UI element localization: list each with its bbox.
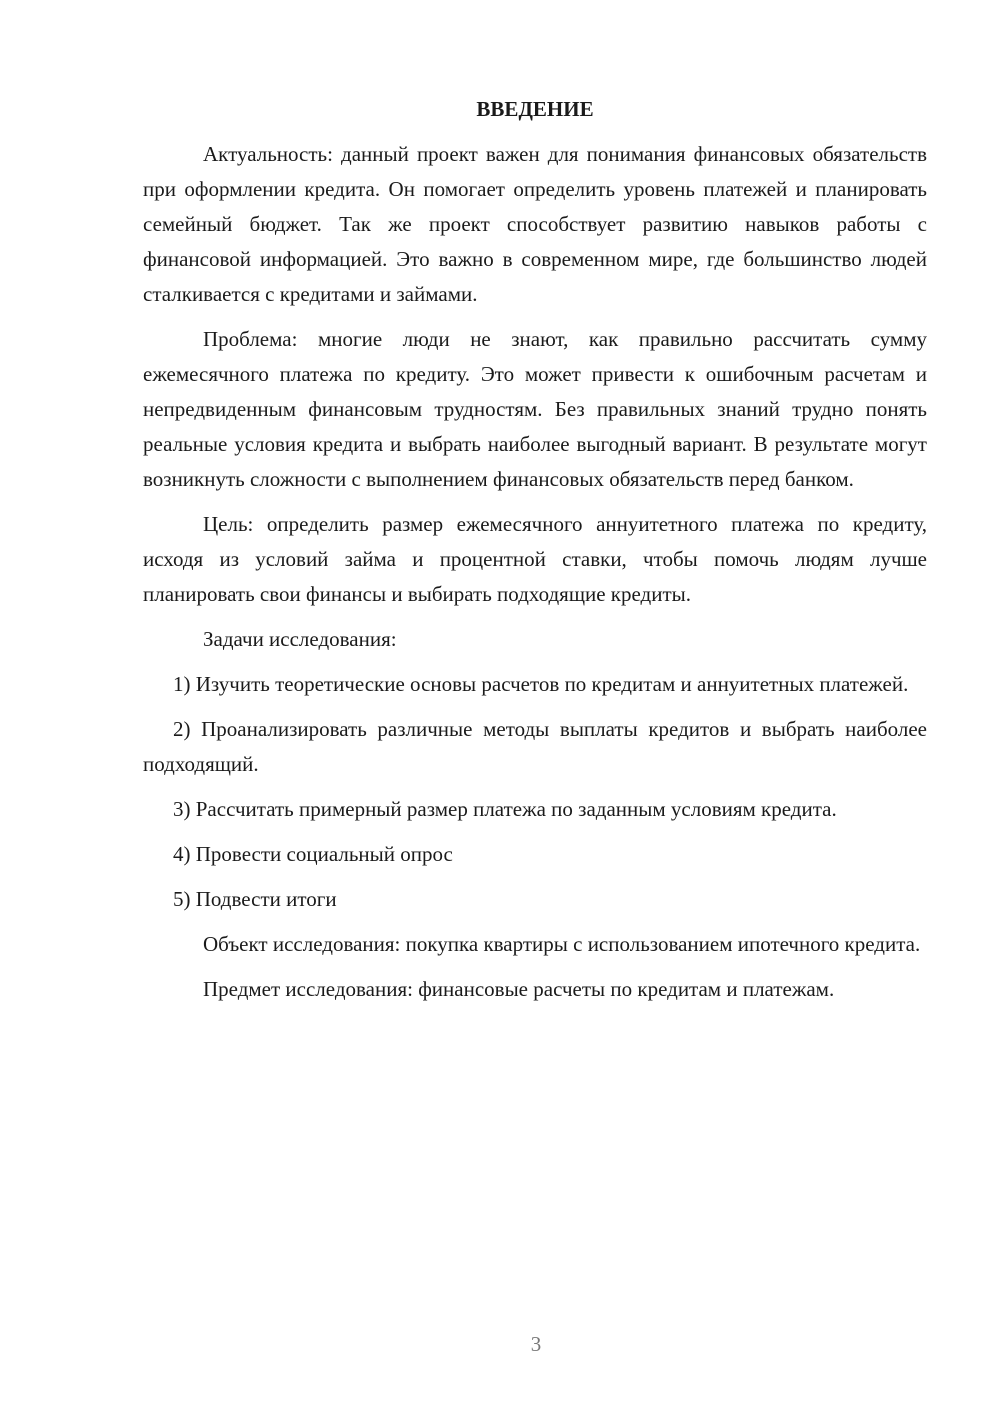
task-item-1: 1) Изучить теоретические основы расчетов по кредитам и аннуитетных платежей.: [173, 672, 909, 696]
task-item-5: 5) Подвести итоги: [173, 887, 337, 911]
document-page: [143, 92, 927, 1017]
section-title: ВВЕДЕНИЕ: [476, 97, 594, 121]
paragraph-relevance: Актуальность: данный проект важен для понимания финансовых обязательств при оформлении кредита. Он помогает определить уровень платежей и планировать семейный бюджет. Так же проект способствует развитию навыков работы с финансовой информацией. Это важно в современном мире, где большинство людей сталкивается с кредитами и займами.: [143, 142, 927, 306]
paragraph-subject: Предмет исследования: финансовые расчеты по кредитам и платежам.: [203, 977, 835, 1001]
paragraph-problem: Проблема: многие люди не знают, как правильно рассчитать сумму ежемесячного платежа по кредиту. Это может привести к ошибочным расчетам и непредвиденным финансовым трудностям. Без правильных знаний трудно понять реальные условия кредита и выбрать наиболее выгодный вариант. В результате могут возникнуть сложности с выполнением финансовых обязательств перед банком.: [143, 327, 927, 491]
task-item-4: 4) Провести социальный опрос: [173, 842, 453, 866]
task-item-3: 3) Рассчитать примерный размер платежа по заданным условиям кредита.: [173, 797, 837, 821]
paragraph-object: Объект исследования: покупка квартиры с использованием ипотечного кредита.: [203, 932, 921, 956]
paragraph-goal: Цель: определить размер ежемесячного аннуитетного платежа по кредиту, исходя из условий займа и процентной ставки, чтобы помочь людям лучше планировать свои финансы и выбирать подходящие кредиты.: [143, 512, 927, 606]
paragraph-tasks-heading: Задачи исследования:: [203, 627, 397, 651]
page-number: 3: [530, 1332, 542, 1356]
task-item-2: 2) Проанализировать различные методы выплаты кредитов и выбрать наиболее подходящий.: [143, 717, 927, 776]
